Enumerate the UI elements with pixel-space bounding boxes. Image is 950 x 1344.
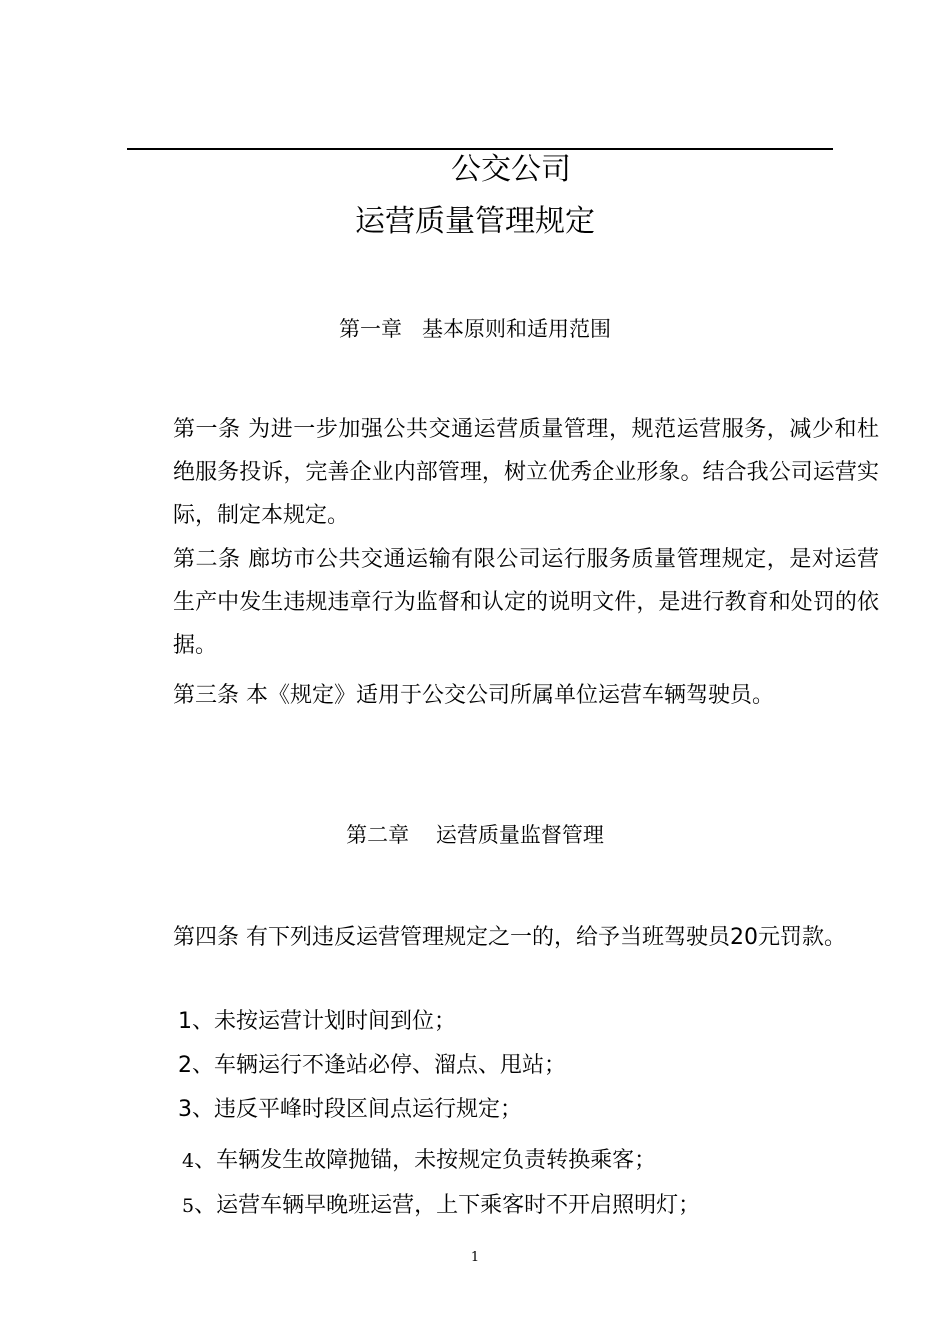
document-title-line2: 运营质量管理规定 xyxy=(355,204,595,239)
chapter-1-heading: 第一章 基本原则和适用范围 xyxy=(338,317,612,341)
document-title-line1: 公交公司 xyxy=(451,152,571,187)
page-number: 1 xyxy=(470,1250,480,1265)
item-text: 、运营车辆早晚班运营，上下乘客时不开启照明灯； xyxy=(194,1193,701,1218)
item-number: 4 xyxy=(182,1150,195,1172)
article-4: 第四条 有下列违反运营管理规定之一的，给予当班驾驶员20元罚款。 xyxy=(173,925,846,950)
list-item xyxy=(182,1146,656,1176)
list-item: 1、未按运营计划时间到位； xyxy=(178,1009,456,1034)
list-item: 3、违反平峰时段区间点运行规定； xyxy=(178,1097,522,1122)
item-number: 5 xyxy=(182,1195,195,1217)
article-2: 第二条 廊坊市公共交通运输有限公司运行服务质量管理规定，是对运营生产中发生违规违章行为监督和认定的说明文件，是进行教育和处罚的依据。 xyxy=(173,547,879,658)
list-item: 2、车辆运行不逢站必停、溜点、甩站； xyxy=(178,1053,566,1078)
article-1: 第一条 为进一步加强公共交通运营质量管理，规范运营服务，减少和杜绝服务投诉，完善企业内部管理，树立优秀企业形象。结合我公司运营实际，制定本规定。 xyxy=(173,417,879,528)
article-3: 第三条 本《规定》适用于公交公司所属单位运营车辆驾驶员。 xyxy=(173,683,774,708)
list-item xyxy=(182,1191,700,1221)
item-text: 、车辆发生故障抛锚，未按规定负责转换乘客； xyxy=(194,1148,657,1173)
chapter-2-heading: 第二章 运营质量监督管理 xyxy=(346,823,604,847)
